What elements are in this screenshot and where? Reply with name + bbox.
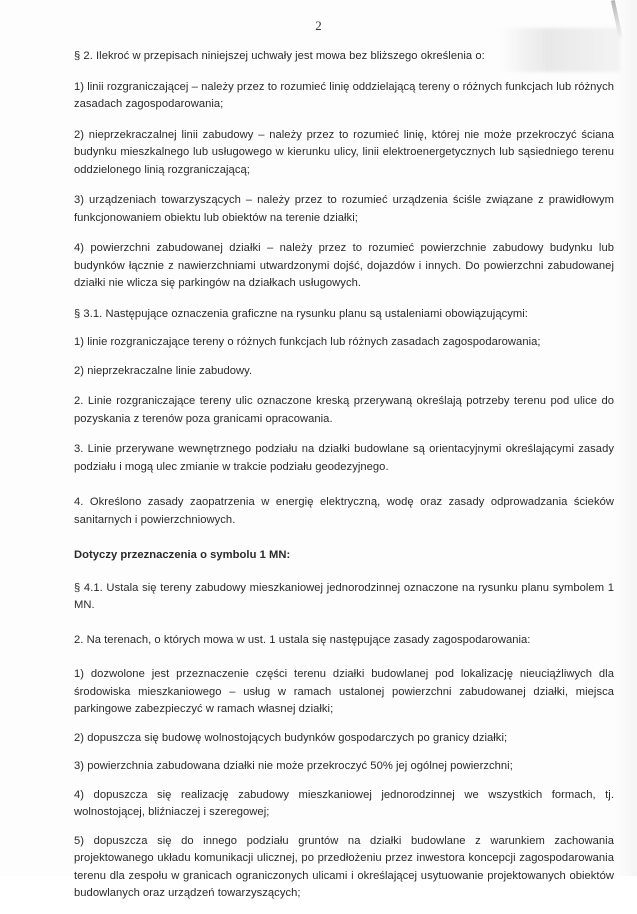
paragraph-section-4-point-2: 2. Na terenach, o których mowa w ust. 1 ustala się następujące zasady zagospodarowania: — [74, 633, 531, 646]
scan-edge-shadow — [615, 0, 637, 876]
graphic-marking-item-2: 2) nieprzekraczalne linie zabudowy. — [74, 364, 253, 377]
definition-item-3: 3) urządzeniach towarzyszących – należy przez to rozumieć urządzenia ściśle związane z prawidłowym funkcjonowaniem obiektu lub obiektów na terenie działki; — [74, 194, 614, 224]
document-body — [74, 48, 614, 914]
rule-item-3: 3) powierzchnia zabudowana działki nie może przekroczyć 50% jej ogólnej powierzchni; — [74, 760, 513, 772]
section-heading-1mn: Dotyczy przeznaczenia o symbolu 1 MN: — [74, 549, 291, 561]
rule-item-4: 4) dopuszcza się realizację zabudowy mieszkaniowej jednorodzinnej we wszystkich formach, tj. wolnostojącej, bliźniaczej i szeregowej; — [74, 788, 614, 818]
definition-item-1: 1) linii rozgraniczającej – należy przez to rozumieć linię oddzielającą tereny o różnych funkcjach lub różnych zasadach zagospodarowania; — [74, 80, 614, 110]
paragraph-section-3-point-2: 2. Linie rozgraniczające tereny ulic oznaczone kreską przerywaną określają potrzeby terenu pod ulice do pozyskania z terenów poza granicami opracowania. — [74, 395, 614, 425]
rule-item-5: 5) dopuszcza się do innego podziału gruntów na działki budowlane z warunkiem zachowania projektowanego układu komunikacji ulicznej, po przedłożeniu przez inwestora koncepcji zagospodarowania terenu dla zespołu w granicach ograniczonych ulicami i określającej usytuowanie projektowanych obiektów budowlanych oraz urządzeń towarzyszących; — [74, 834, 614, 899]
page-number: 2 — [315, 18, 322, 33]
paragraph-section-3-point-4: 4. Określono zasady zaopatrzenia w energię elektryczną, wodę oraz zasady odprowadzania ścieków sanitarnych i powierzchniowych. — [74, 496, 614, 526]
definition-item-2: 2) nieprzekraczalnej linii zabudowy – należy przez to rozumieć linię, której nie może przekroczyć ściana budynku mieszkalnego lub usługowego w kierunku ulicy, linii elektroenergetycznych lub sąsiedniego terenu oddzielonego linią rozgraniczającą; — [74, 128, 614, 176]
definition-item-4: 4) powierzchni zabudowanej działki – należy przez to rozumieć powierzchnie zabudowy budynku lub budynków łącznie z nawierzchniami utwardzonymi dojść, dojazdów i innych. Do powierzchni zabudowanej działki nie wlicza się parkingów na działkach usługowych. — [74, 242, 614, 289]
paragraph-section-3-point-3: 3. Linie przerywane wewnętrznego podziału na działki budowlane są orientacyjnymi określającymi zasady podziału i mogą ulec zmianie w trakcie podziału geodezyjnego. — [74, 443, 614, 473]
graphic-marking-item-1: 1) linie rozgraniczające tereny o różnych funkcjach lub różnych zasadach zagospodarowania; — [74, 336, 541, 348]
paragraph-section-2-intro: § 2. Ilekroć w przepisach niniejszej uchwały jest mowa bez bliższego określenia o: — [74, 50, 485, 62]
rule-item-2: 2) dopuszcza się budowę wolnostojących budynków gospodarczych po granicy działki; — [74, 731, 508, 744]
paragraph-section-3-intro: § 3.1. Następujące oznaczenia graficzne na rysunku planu są ustaleniami obowiązującymi: — [74, 307, 528, 320]
paragraph-section-4-point-1: § 4.1. Ustala się tereny zabudowy mieszkaniowej jednorodzinnej oznaczone na rysunku planu symbolem 1 MN. — [74, 581, 614, 611]
rule-item-1: 1) dozwolone jest przeznaczenie części terenu działki budowlanej pod lokalizację nieuciążliwych dla środowiska mieszkaniowego – usług w ramach ustalonej powierzchni zabudowanej działki, miejsca parkingowe zabezpieczyć w ramach własnej działki; — [74, 668, 614, 715]
